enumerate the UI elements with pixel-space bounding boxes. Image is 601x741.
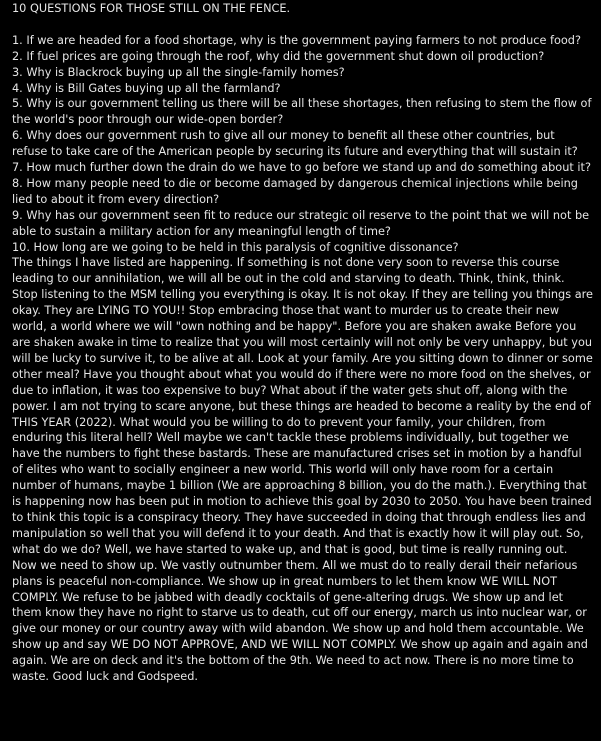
question-item: 10. How long are we going to be held in this paralysis of cognitive dissonance? bbox=[12, 240, 459, 254]
question-item: 7. How much further down the drain do we have to go before we stand up and do something about it? bbox=[12, 161, 591, 175]
question-item: 1. If we are headed for a food shortage, why is the government paying farmers to not produce food? bbox=[12, 33, 581, 47]
question-item: 9. Why has our government seen fit to reduce our strategic oil reserve to the point that we will not be able to sustain a military action for any meaningful length of time? bbox=[12, 208, 590, 238]
question-item: 4. Why is Bill Gates buying up all the farmland? bbox=[12, 81, 281, 95]
question-item: 6. Why does our government rush to give all our money to benefit all these other countries, but refuse to take care of the American people by securing its future and everything that will sustain it? bbox=[12, 129, 578, 159]
question-item: 8. How many people need to die or become damaged by dangerous chemical injections while being lied to about it from every direction? bbox=[12, 176, 578, 206]
question-item: 3. Why is Blackrock buying up all the single-family homes? bbox=[12, 65, 345, 79]
question-item: 5. Why is our government telling us there will be all these shortages, then refusing to stem the flow of the world's poor through our wide-open border? bbox=[12, 97, 592, 127]
question-item: 2. If fuel prices are going through the roof, why did the government shut down oil production? bbox=[12, 49, 545, 63]
body-paragraph: The things I have listed are happening. If something is not done very soon to reverse this course leading to our annihilation, we will all be out in the cold and starving to death. Think, think, think. Stop listening to the MSM telling you everything is okay. It is not okay. If they are telling you things are okay. They are LYING TO YOU!! Stop embracing those that want to murder us to create their new world, a world where we will "own nothing and be happy". Before you are shaken awake Before you are shaken awake in time to realize that you will most certainly will not only be very unhappy, but you will be lucky to survive it, to be alive at all. Look at your family. Are you sitting down to dinner or some other meal? Have you thought about what you would do if there were no more food on the shelves, or due to inflation, it was too expensive to buy? What about if the water gets shut off, along with the power. I am not trying to scare anyone, but these things are headed to become a reality by the end of THIS YEAR (2022). What would you be willing to do to prevent your family, your children, from enduring this literal hell? Well maybe we can't tackle these problems individually, but together we have the numbers to fight these bastards. These are manufactured crises set in motion by a handful of elites who want to socially engineer a new world. This world will only have room for a certain number of humans, maybe 1 billion (We are approaching 8 billion, you do the math.). Everything that is happening now has been put in motion to achieve this goal by 2030 to 2050. You have been trained to think this topic is a conspiracy theory. They have succeeded in doing that through endless lies and manipulation so well that you will defend it to your death. And that is exactly how it will play out. So, what do we do? Well, we have started to wake up, and that is good, but time is really running out. Now we need to show up. We vastly outnumber them. All we must do to really derail their nefarious plans is peaceful non-compliance. We show up in great numbers to let them know WE WILL NOT COMPLY. We refuse to be jabbed with deadly cocktails of gene-altering drugs. We show up and let them know they have no right to starve us to death, cut off our energy, march us into nuclear war, or give our money or our country away with wild abandon. We show up and hold them accountable. We show up and say WE DO NOT APPROVE, AND WE WILL NOT COMPLY. We show up again and again and again. We are on deck and it's the bottom of the 9th. We need to act now. There is no more time to waste. Good luck and Godspeed. bbox=[12, 256, 593, 684]
document-title: 10 QUESTIONS FOR THOSE STILL ON THE FENCE. bbox=[12, 2, 291, 15]
question-list bbox=[12, 33, 593, 256]
